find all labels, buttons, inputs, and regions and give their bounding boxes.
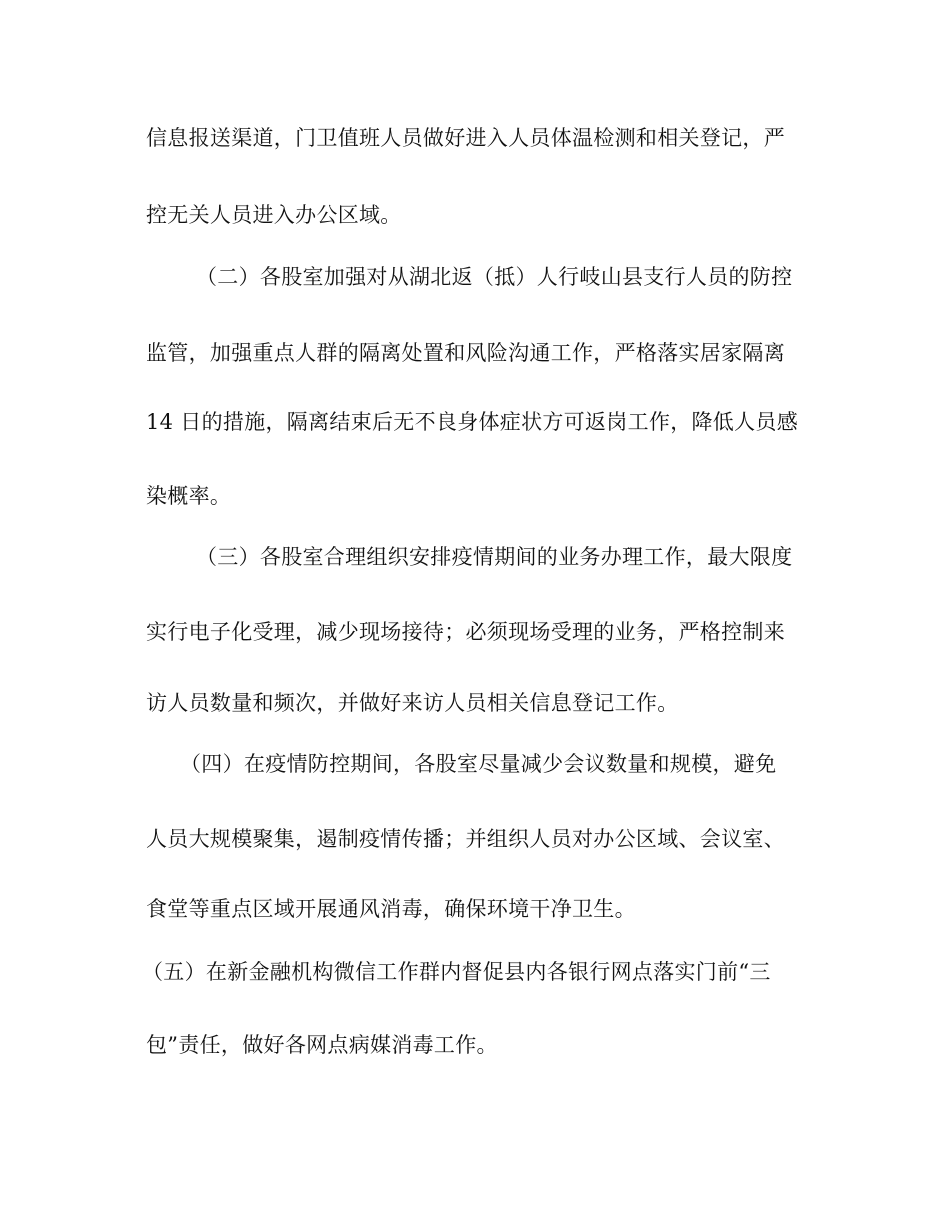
- paragraph-3-start: （三）各股室合理组织安排疫情期间的业务办理工作，最大限度: [196, 545, 793, 569]
- text-line: 实行电子化受理，减少现场接待；必须现场受理的业务，严格控制来: [146, 620, 785, 644]
- paragraph-2-start: （二）各股室加强对从湖北返（抵）人行岐山县支行人员的防控: [196, 265, 793, 289]
- paragraph-5-start: （五）在新金融机构微信工作群内督促县内各银行网点落实门前“三: [142, 960, 771, 984]
- text-line: 染概率。: [146, 484, 232, 508]
- paragraph-4-start: （四）在疫情防控期间，各股室尽量减少会议数量和规模，避免: [180, 752, 777, 776]
- text-line: 信息报送渠道，门卫值班人员做好进入人员体温检测和相关登记，严: [146, 126, 785, 150]
- text-line: 访人员数量和频次，并做好来访人员相关信息登记工作。: [146, 691, 679, 715]
- text-line: 监管，加强重点人群的隔离处置和风险沟通工作，严格落实居家隔离: [146, 341, 785, 365]
- text-line: 控无关人员进入办公区域。: [146, 203, 402, 227]
- text-line: 食堂等重点区域开展通风消毒，确保环境干净卫生。: [146, 897, 636, 921]
- text-line: 包”责任，做好各网点病媒消毒工作。: [146, 1033, 498, 1057]
- text-line: 人员大规模聚集，遏制疫情传播；并组织人员对办公区域、会议室、: [146, 827, 785, 851]
- text-line: 14 日的措施，隔离结束后无不良身体症状方可返岗工作，降低人员感: [146, 410, 798, 434]
